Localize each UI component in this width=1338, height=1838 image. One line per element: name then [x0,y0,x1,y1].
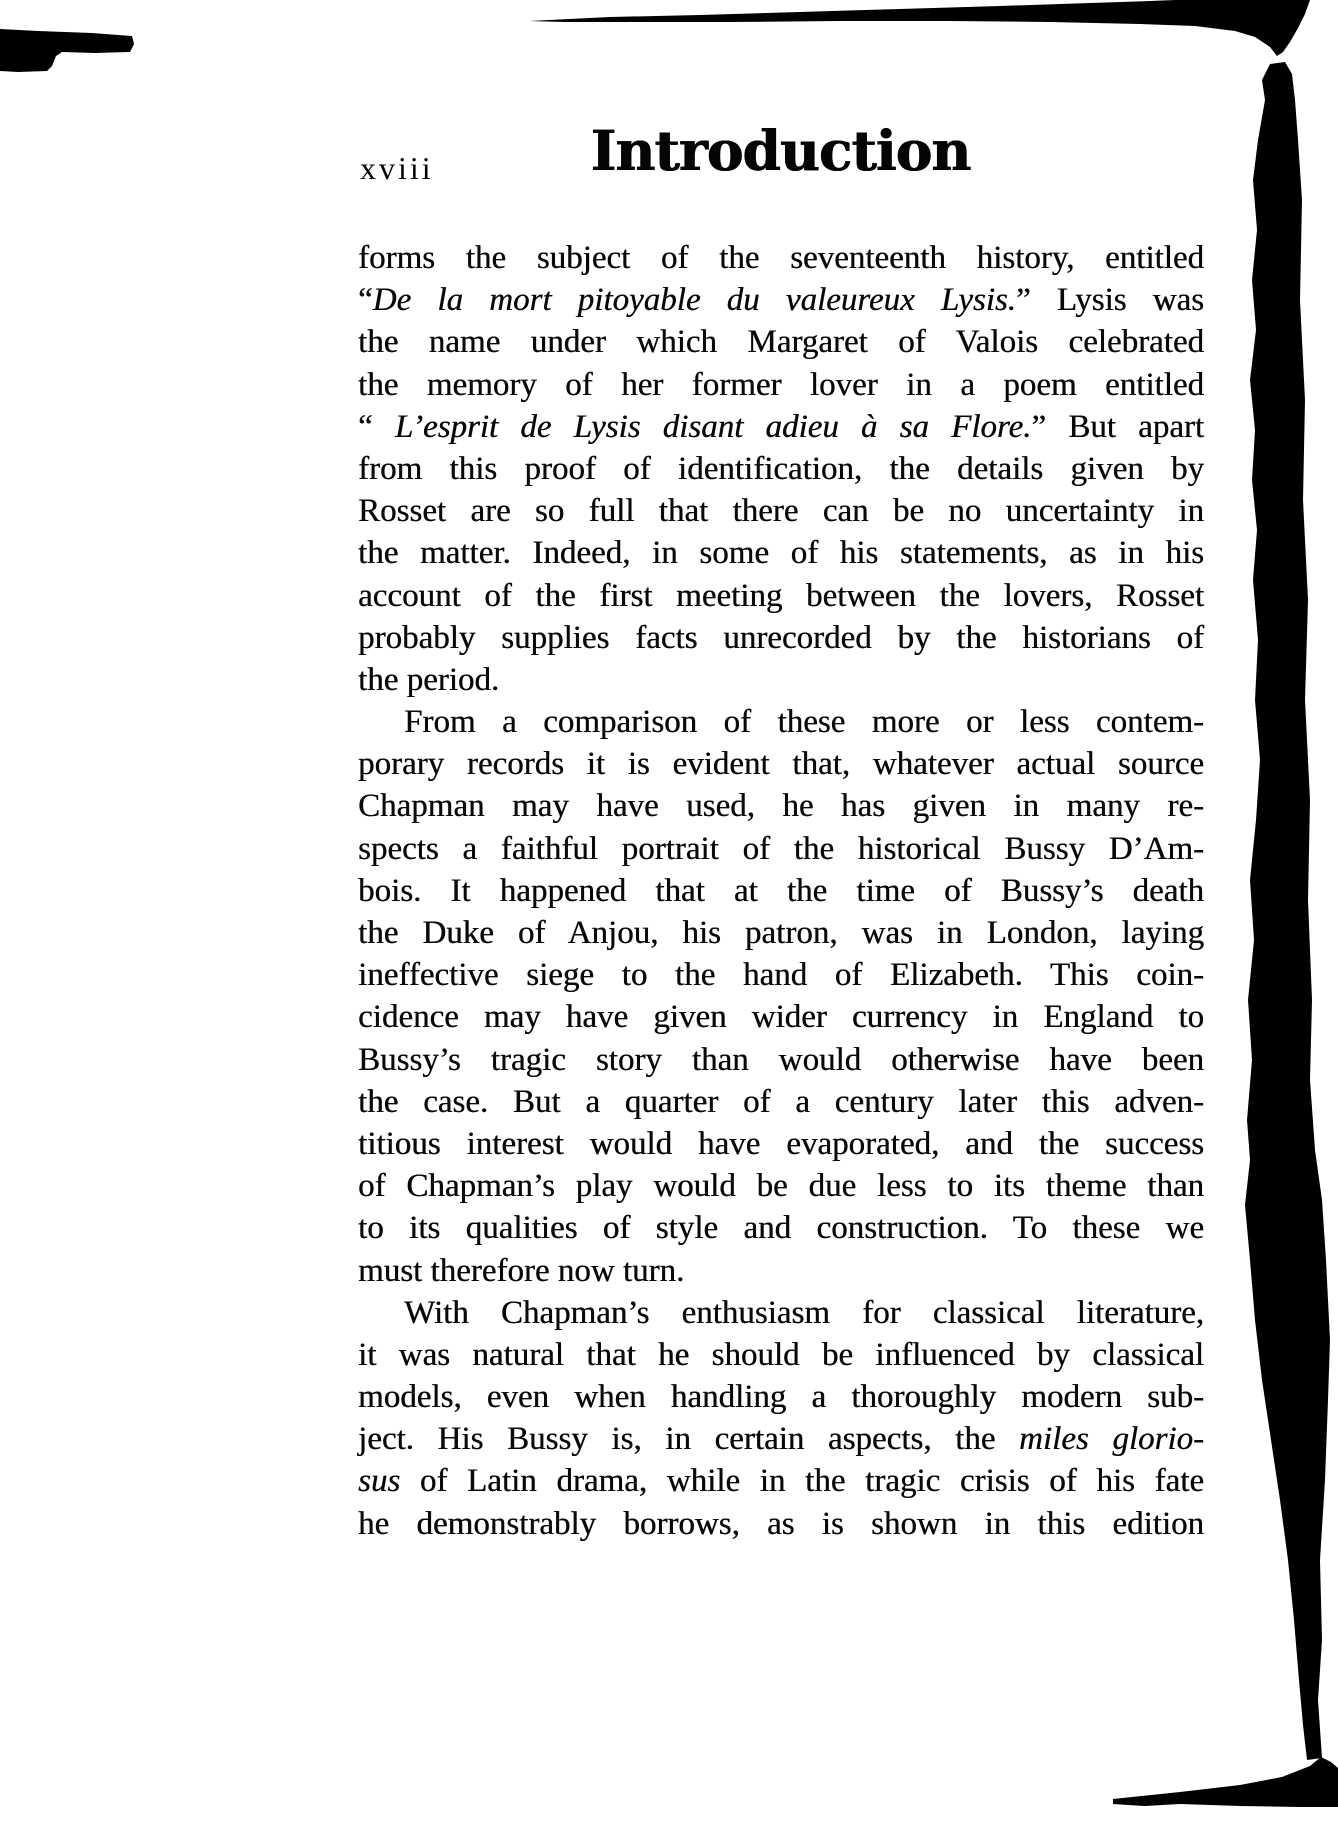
text-line [358,996,1204,1038]
italic-text: miles glorio- [1019,1421,1204,1458]
text-line [358,743,1204,785]
text-line [358,279,1204,321]
body-text: must therefore now turn. [358,1252,685,1289]
body-text: to its qualities of style and construction. To these we [358,1210,1204,1247]
italic-text: L’esprit de Lysis disant adieu à sa Flore. [394,408,1032,445]
body-text: With Chapman’s enthusiasm for classical literature, [404,1294,1204,1331]
body-text: the Duke of Anjou, his patron, was in London, laying [358,915,1204,951]
text-line [358,954,1204,996]
text-line [358,828,1204,870]
body-text: ineffective siege to the hand of Elizabeth. This coin- [358,957,1204,994]
text-line [358,364,1204,406]
text-line [358,912,1204,954]
text-block [358,237,1204,1545]
body-text: the case. But a quarter of a century later this adven- [358,1083,1204,1120]
text-line [358,870,1204,912]
text-line [358,1460,1204,1502]
page-title: Introduction [590,118,971,183]
text-line [358,1081,1204,1123]
body-text: cidence may have given wider currency in England to [358,999,1204,1036]
text-line [358,785,1204,827]
body-text: he demonstrably borrows, as is shown in this edition [358,1505,1204,1542]
text-line [358,1418,1204,1460]
scan-artifact-top-left [0,29,134,72]
text-line [358,1123,1204,1165]
text-line [358,575,1204,617]
text-line [358,659,1204,701]
scan-artifact-bottom-edge [1113,1757,1338,1807]
body-text: it was natural that he should be influenced by classical [358,1336,1204,1373]
body-text: Chapman may have used, he has given in many re- [358,788,1204,825]
body-text: spects a faithful portrait of the historical Bussy D’Am- [358,830,1204,867]
text-line [358,406,1204,448]
body-text: porary records it is evident that, whatever actual source [358,746,1204,783]
text-line [358,448,1204,490]
body-text: titious interest would have evaporated, and the success [358,1125,1204,1162]
body-text: ” Lysis was [1015,282,1204,319]
body-text: from this proof of identification, the details given by [358,450,1204,487]
body-text: bois. It happened that at the time of Bussy’s death [358,872,1204,909]
text-line [358,490,1204,532]
text-line [358,1376,1204,1418]
body-text: of Latin drama, while in the tragic crisis of his fate [400,1463,1204,1500]
body-text: From a comparison of these more or less contem- [404,704,1204,741]
text-line [358,1165,1204,1207]
text-line [358,1250,1204,1292]
body-text: account of the first meeting between the lovers, Rosset [358,577,1204,614]
text-line [358,1207,1204,1249]
text-line [358,1039,1204,1081]
text-line [358,617,1204,659]
text-line [358,321,1204,363]
text-line [358,701,1204,743]
body-text: models, even when handling a thoroughly modern sub- [358,1379,1204,1416]
body-text: the period. [358,661,500,698]
body-text: of Chapman’s play would be due less to its theme than [358,1168,1204,1205]
body-text: “ [358,282,373,319]
body-text: ” But apart [1031,408,1204,445]
body-text: Rosset are so full that there can be no uncertainty in [358,493,1204,530]
italic-text: sus [358,1463,401,1500]
body-text: the matter. Indeed, in some of his statements, as in his [358,535,1204,572]
text-line [358,532,1204,574]
text-line [358,1292,1204,1334]
body-text: Bussy’s tragic story than would otherwise have been [358,1041,1204,1078]
body-text: forms the subject of the seventeenth history, entitled [358,240,1204,276]
scan-artifact-right-band [1245,62,1330,1760]
text-line [358,237,1204,279]
body-text: “ [358,408,395,445]
body-text: the memory of her former lover in a poem entitled [358,366,1204,403]
body-text: probably supplies facts unrecorded by the historians of [358,619,1204,656]
body-text: ject. His Bussy is, in certain aspects, the [358,1421,1020,1458]
body-text: the name under which Margaret of Valois celebrated [358,324,1204,361]
text-line [358,1503,1204,1545]
italic-text: De la mort pitoyable du valeureux Lysis. [372,282,1016,319]
page-number: xviii [360,150,434,186]
text-line [358,1334,1204,1376]
scan-artifact-top-edge [529,0,1310,56]
